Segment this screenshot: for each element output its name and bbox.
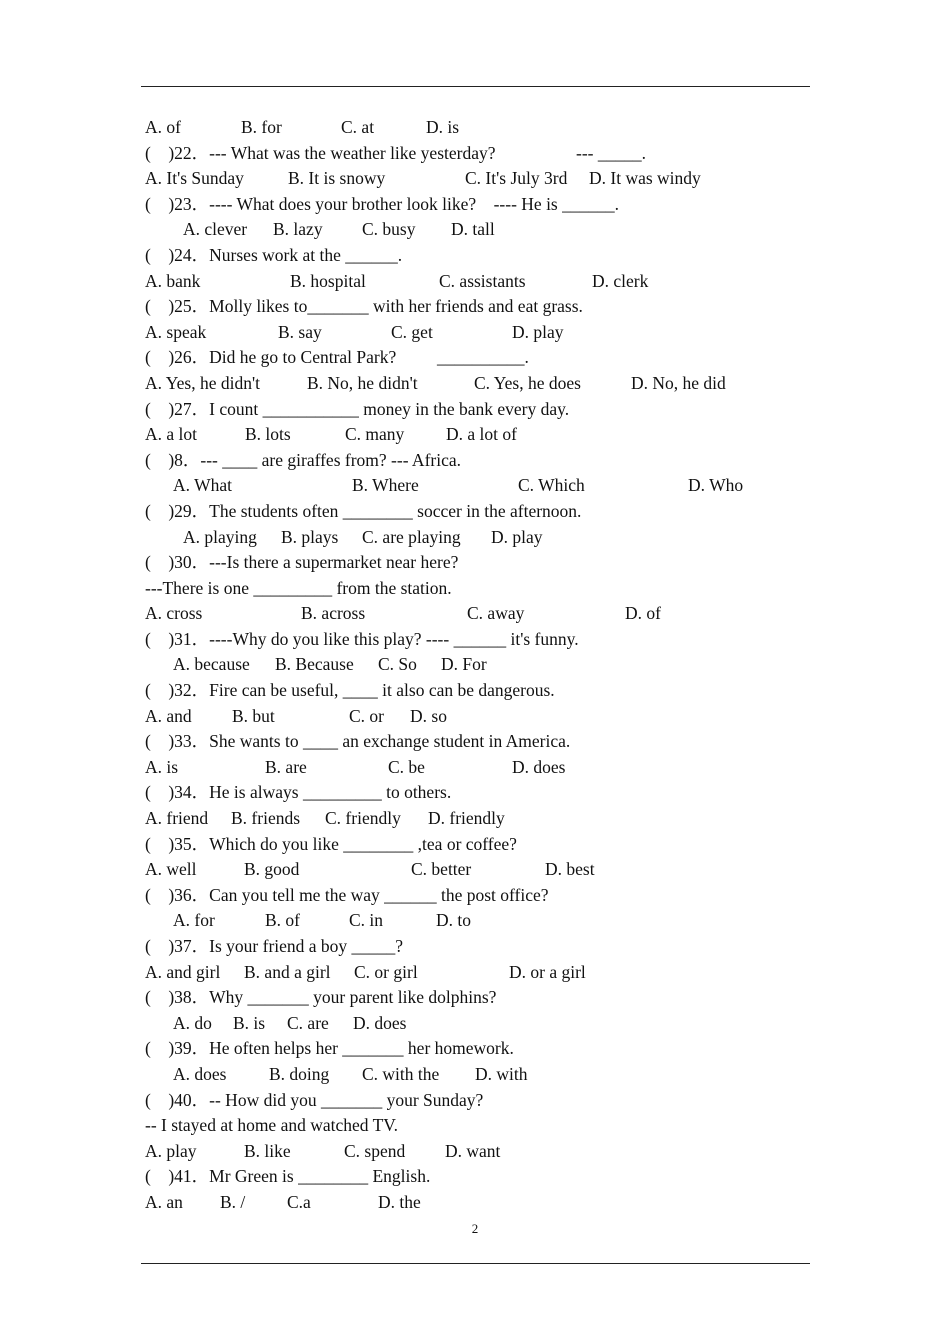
answer-option: D. clerk [592,270,649,291]
answer-option: B. It is snowy [288,168,386,189]
answer-option: B. of [265,910,300,931]
question-line [145,345,810,371]
answer-option: A. an [145,1191,183,1212]
answer-option: B. Because [275,654,354,675]
answer-option: B. but [232,705,275,726]
answer-option: B. doing [269,1063,330,1084]
answer-option: A. bank [145,270,201,291]
answer-option: C. better [411,859,472,880]
question-line [145,1164,810,1190]
answer-line [145,960,810,986]
answer-option: D. It was windy [589,168,701,189]
answer-option: D. play [512,321,564,342]
answer-option: -- I stayed at home and watched TV. [145,1115,399,1136]
answer-option: C. So [378,654,417,675]
question-text: ( )33．She wants to ____ an exchange student in America. [145,731,571,752]
answer-option: A. does [173,1063,227,1084]
answer-option: A. do [173,1012,212,1033]
question-line [145,397,810,423]
answer-option: B. like [244,1140,291,1161]
question-text: ( )29．The students often ________ soccer in the afternoon. [145,500,582,521]
answer-option: A. playing [183,526,257,547]
answer-option: C. many [345,424,405,445]
question-line [145,499,810,525]
answer-option: B. and a girl [244,961,331,982]
question-text: ( )26．Did he go to Central Park? [145,347,397,368]
answer-option: B. for [241,117,282,137]
answer-option: C. at [341,117,375,137]
answer-option: ---There is one _________ from the station. [145,577,452,598]
question-line [145,1036,810,1062]
answer-option: B. friends [231,808,301,829]
answer-option: D. does [353,1012,407,1033]
answer-option: D. a lot of [446,424,517,445]
answer-option: C. friendly [325,808,401,829]
answer-option: B. across [301,603,366,624]
answer-line [145,166,810,192]
answer-option: B. good [244,859,300,880]
answer-option: D. play [491,526,543,547]
answer-option: A. speak [145,321,207,342]
answer-line [145,1011,810,1037]
question-line [145,294,810,320]
question-line [145,1088,810,1114]
answer-option: D. want [445,1140,501,1161]
answer-line [145,320,810,346]
question-text: ( )37．Is your friend a boy _____? [145,936,404,956]
answer-option: A. for [173,910,215,931]
answer-option: D. does [512,756,566,777]
answer-blank: __________. [437,347,529,368]
question-line [145,550,810,576]
answer-line [145,473,810,499]
question-line [145,729,810,755]
answer-option: B. Where [352,475,419,496]
answer-option: A. clever [183,219,248,240]
answer-option: D. tall [451,219,495,240]
answer-option: A. is [145,756,179,777]
answer-line [145,371,810,397]
answer-option: D. Who [688,475,744,496]
question-text: ( )27．I count ___________ money in the bank every day. [145,398,570,419]
answer-line [145,1190,810,1216]
answer-option: C. with the [362,1063,440,1084]
answer-option: B. are [265,756,307,777]
answer-option: C. assistants [439,270,526,291]
question-text: ( )40．-- How did you _______ your Sunday? [145,1089,484,1110]
answer-option: A. Yes, he didn't [145,372,260,393]
question-text: ( )34．He is always _________ to others. [145,782,452,803]
answer-option: D. For [441,654,487,675]
answer-option: C. are [287,1012,329,1033]
question-text: ( )35．Which do you like ________ ,tea or coffee? [145,833,517,854]
question-line [145,934,810,960]
answer-option: C. are playing [362,526,461,547]
answer-option: D. with [475,1063,528,1084]
answer-line [145,1113,810,1139]
answer-option: A. friend [145,808,209,829]
answer-option: C. It's July 3rd [465,168,568,189]
answer-option: D. No, he did [631,372,726,393]
answer-option: A. of [145,117,181,137]
footer-rule [141,1263,810,1264]
answer-option: C. get [391,321,433,342]
document-body [145,115,810,1216]
answer-line [145,704,810,730]
answer-line [145,115,810,141]
answer-option: D. or a girl [509,961,586,982]
answer-option: B. / [220,1191,246,1212]
question-text: ( )36．Can you tell me the way ______ the post office? [145,884,549,905]
question-text: ( )31．----Why do you like this play? ---- ______ it's funny. [145,628,579,649]
answer-option: A. well [145,859,197,880]
answer-line [145,217,810,243]
answer-option: D. the [378,1191,421,1212]
page-number: 2 [471,1221,479,1236]
answer-option: C. or girl [354,961,418,982]
answer-option: D. friendly [428,808,505,829]
question-line [145,448,810,474]
answer-line [145,806,810,832]
question-text: ( )23．---- What does your brother look like? ---- He is ______. [145,193,619,214]
question-line [145,985,810,1011]
answer-option: B. hospital [290,270,366,291]
answer-line [145,652,810,678]
question-text: ( )8．--- ____ are giraffes from? --- Africa. [145,449,461,470]
answer-line [145,269,810,295]
answer-line [145,1062,810,1088]
answer-line [145,755,810,781]
answer-option: A. cross [145,603,203,624]
answer-option: C. in [349,910,384,931]
question-line [145,627,810,653]
question-text: ( )22．--- What was the weather like yesterday? [145,142,496,163]
question-text: ( )24．Nurses work at the ______. [145,244,403,265]
answer-option: D. best [545,859,595,880]
answer-option: A. a lot [145,424,198,445]
answer-option: D. of [625,603,661,624]
answer-option: A. It's Sunday [145,168,244,189]
question-text: ( )39．He often helps her _______ her homework. [145,1038,514,1059]
answer-line [145,576,810,602]
answer-option: A. because [173,654,250,675]
question-line [145,192,810,218]
answer-blank: --- _____. [576,142,646,163]
question-line [145,832,810,858]
answer-option: A. and girl [145,961,221,982]
question-text: ( )38．Why _______ your parent like dolphins? [145,987,497,1008]
answer-option: D. is [426,117,460,137]
answer-option: C.a [287,1191,311,1212]
answer-option: A. and [145,705,192,726]
question-line [145,780,810,806]
answer-line [145,857,810,883]
question-line [145,141,810,167]
answer-option: C. be [388,756,425,777]
question-text: ( )25．Molly likes to_______ with her friends and eat grass. [145,296,583,317]
answer-option: B. is [233,1012,266,1033]
answer-option: C. Yes, he does [474,372,581,393]
header-rule [141,86,810,87]
answer-option: B. lazy [273,219,323,240]
answer-option: C. or [349,705,384,726]
answer-option: B. plays [281,526,339,547]
answer-option: A. What [173,475,232,496]
answer-option: D. to [436,910,471,931]
question-line [145,883,810,909]
answer-option: C. busy [362,219,416,240]
answer-line [145,525,810,551]
answer-line [145,908,810,934]
answer-option: A. play [145,1140,197,1161]
question-text: ( )41．Mr Green is ________ English. [145,1166,431,1187]
answer-option: B. say [278,321,322,342]
answer-option: C. away [467,603,525,624]
answer-option: C. spend [344,1140,406,1161]
answer-line [145,601,810,627]
answer-option: C. Which [518,475,585,496]
question-text: ( )30．---Is there a supermarket near here? [145,552,459,573]
answer-line [145,422,810,448]
answer-option: D. so [410,705,447,726]
question-line [145,243,810,269]
question-line [145,678,810,704]
answer-line [145,1139,810,1165]
answer-option: B. No, he didn't [307,372,418,393]
question-text: ( )32．Fire can be useful, ____ it also can be dangerous. [145,680,555,701]
answer-option: B. lots [245,424,291,445]
